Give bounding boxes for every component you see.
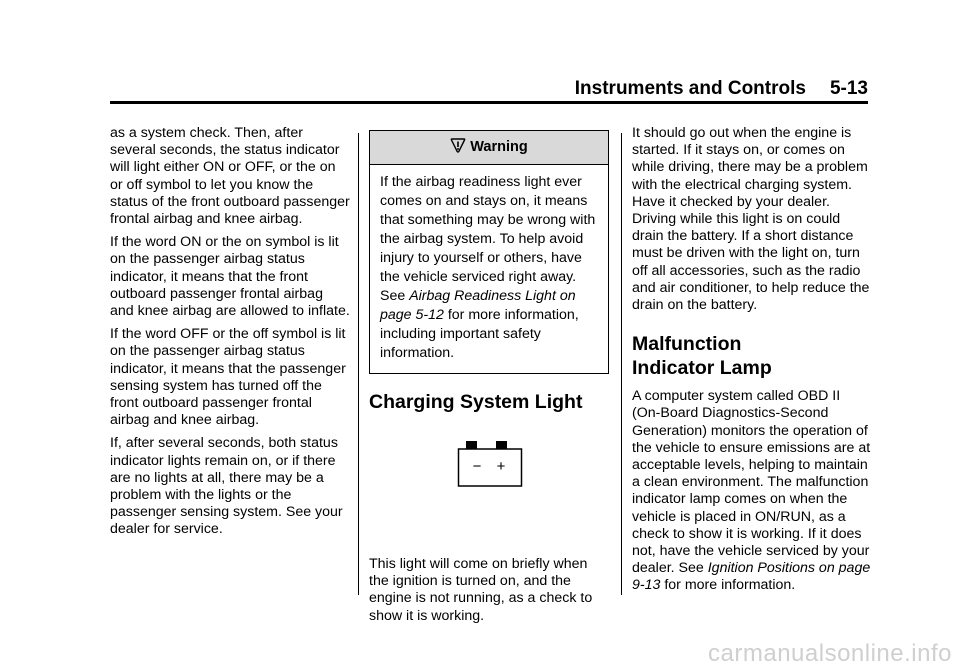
page-header (110, 78, 868, 100)
warning-triangle-icon (450, 138, 466, 157)
section-heading-charging: Charging System Light (369, 391, 583, 413)
column-divider (621, 133, 622, 595)
paragraph: It should go out when the engine is started. If it stays on, or comes on while driving, there may be a problem with the electrical charging system. Have it checked by your dealer. Driving while this light is on could drain the battery. If a short distance must be driven with the light on, turn off all accessories, such as the radio and air conditioner, to help reduce the drain on the battery. (632, 125, 870, 314)
paragraph: If the word OFF or the off symbol is lit on the passenger airbag status indicator, it means that the passenger sensing system has turned off the front outboard passenger frontal airbag and knee airbag. (110, 326, 346, 429)
cross-reference-link[interactable]: Ignition Positions on page 9-13 (632, 560, 871, 594)
column-1 (110, 125, 350, 545)
paragraph: This light will come on briefly when the ignition is turned on, and the engine is not running, as a check to show it is working. (369, 556, 593, 624)
column-2 (369, 125, 609, 631)
battery-icon (457, 440, 523, 490)
warning-title: Warning (470, 138, 528, 155)
paragraph: A computer system called OBD II (On-Board Diagnostics-Second Generation) monitors the operation of the vehicle to ensure emissions are at acceptable levels, helping to maintain a clean environment. The malfunction indicator lamp comes on when the vehicle is placed in ON/RUN, as a check to show it is working. If it does not, have the vehicle serviced by your dealer. See Ignition Positions on page 9-13 for more information. (632, 388, 871, 594)
page-number: 5-13 (829, 78, 868, 99)
paragraph: If the word ON or the on symbol is lit on the passenger airbag status indicator, it means that the front outboard passenger frontal airbag and knee airbag are allowed to inflate. (110, 234, 350, 320)
battery-plus-label: + (496, 458, 506, 475)
battery-minus-label: − (472, 458, 482, 475)
header-rule (110, 101, 868, 104)
paragraph: as a system check. Then, after several seconds, the status indicator will light either ON or OFF, or the on or off symbol to let you know the status of the front outboard passenger frontal airbag and knee airbag. (110, 125, 350, 228)
warning-body: If the airbag readiness light ever comes on and stays on, it means that something may be wrong with the airbag system. To help avoid injury to yourself or others, have the vehicle serviced right away. See Airbag Readiness Light on page 5-12 for more information, including important safety information. (380, 174, 596, 361)
warning-header (370, 131, 608, 165)
paragraph: If, after several seconds, both status indicator lights remain on, or if there are no lights at all, there may be a problem with the lights or the passenger sensing system. See your dealer for service. (110, 435, 343, 538)
column-3 (632, 125, 872, 601)
section-heading-malfunction: Malfunction Indicator Lamp (632, 333, 772, 380)
section-title: Instruments and Controls (574, 78, 806, 99)
battery-icon-container (369, 440, 609, 528)
cross-reference-link[interactable]: Airbag Readiness Light on page 5-12 (380, 288, 576, 323)
column-divider (358, 133, 359, 595)
watermark: carmanualsonline.info (708, 640, 952, 667)
warning-box (369, 130, 609, 374)
